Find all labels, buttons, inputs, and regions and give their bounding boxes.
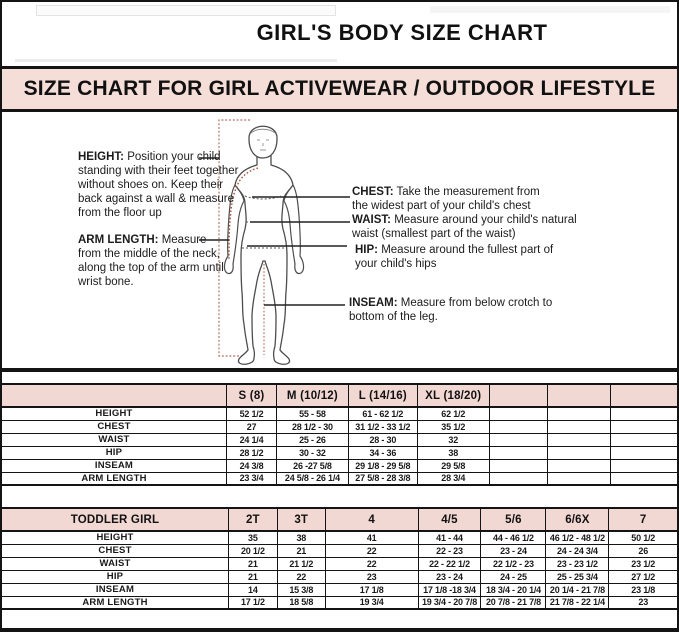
height-note bbox=[78, 150, 243, 220]
size-value: 23 - 24 bbox=[481, 544, 546, 557]
row-label: WAIST bbox=[1, 433, 226, 446]
size-value: 19 3/4 bbox=[325, 596, 418, 609]
size-value: 38 bbox=[277, 531, 325, 544]
size-value: 55 - 58 bbox=[277, 407, 349, 420]
size-value bbox=[489, 407, 548, 420]
row-label: WAIST bbox=[1, 557, 228, 570]
size-value: 21 bbox=[228, 557, 277, 570]
hip-note-text: Measure around the fullest part of your child's hips bbox=[355, 244, 554, 270]
row-label: INSEAM bbox=[1, 459, 226, 472]
size-value: 35 bbox=[228, 531, 277, 544]
size-value: 25 - 25 3/4 bbox=[546, 570, 609, 583]
page-title: GIRL'S BODY SIZE CHART bbox=[256, 20, 548, 45]
column-header: M (10/12) bbox=[277, 384, 349, 407]
column-header bbox=[1, 384, 226, 407]
size-value: 24 3/8 bbox=[226, 459, 276, 472]
measurement-diagram bbox=[0, 112, 679, 368]
row-label: HEIGHT bbox=[1, 407, 226, 420]
size-value: 26 -27 5/8 bbox=[277, 459, 349, 472]
size-value: 18 5/8 bbox=[277, 596, 325, 609]
size-value: 18 3/4 - 20 1/4 bbox=[481, 583, 546, 596]
size-value: 17 1/8 -18 3/4 bbox=[418, 583, 481, 596]
table-row bbox=[1, 596, 678, 609]
size-value: 28 3/4 bbox=[417, 472, 489, 485]
row-label: HEIGHT bbox=[1, 531, 228, 544]
arm-length-note-label: ARM LENGTH: bbox=[78, 234, 159, 246]
toddler-girl-size-table bbox=[0, 507, 679, 610]
column-header bbox=[548, 384, 610, 407]
size-value bbox=[489, 446, 548, 459]
size-value bbox=[610, 420, 678, 433]
size-value bbox=[610, 459, 678, 472]
column-header: S (8) bbox=[226, 384, 276, 407]
size-value: 23 1/8 bbox=[609, 583, 678, 596]
size-value: 24 - 25 bbox=[481, 570, 546, 583]
size-value: 25 - 26 bbox=[277, 433, 349, 446]
row-label: HIP bbox=[1, 446, 226, 459]
size-value bbox=[610, 407, 678, 420]
size-value bbox=[548, 433, 610, 446]
row-label: ARM LENGTH bbox=[1, 596, 228, 609]
size-value: 23 bbox=[325, 570, 418, 583]
column-header: 4 bbox=[325, 508, 418, 531]
arm-length-note bbox=[78, 233, 232, 289]
size-value: 27 bbox=[226, 420, 276, 433]
size-value: 17 1/2 bbox=[228, 596, 277, 609]
size-value: 17 1/8 bbox=[325, 583, 418, 596]
table-row bbox=[1, 570, 678, 583]
size-value: 41 bbox=[325, 531, 418, 544]
inseam-note-text: Measure from below crotch to bottom of the leg. bbox=[349, 297, 553, 323]
waist-note-text: Measure around your child's natural waist (smallest part of the waist) bbox=[352, 214, 577, 240]
banner bbox=[0, 66, 679, 112]
size-value: 15 3/8 bbox=[277, 583, 325, 596]
table-row bbox=[1, 531, 678, 544]
size-value: 22 bbox=[277, 570, 325, 583]
table-row bbox=[1, 407, 678, 420]
hip-note-label: HIP: bbox=[355, 244, 378, 256]
column-header: 5/6 bbox=[481, 508, 546, 531]
column-header: 6/6X bbox=[546, 508, 609, 531]
size-value: 21 bbox=[277, 544, 325, 557]
size-value: 41 - 44 bbox=[418, 531, 481, 544]
table-row bbox=[1, 446, 678, 459]
size-value: 20 1/2 bbox=[228, 544, 277, 557]
size-value: 44 - 46 1/2 bbox=[481, 531, 546, 544]
size-value: 21 7/8 - 22 1/4 bbox=[546, 596, 609, 609]
size-value bbox=[548, 446, 610, 459]
size-value: 31 1/2 - 33 1/2 bbox=[348, 420, 417, 433]
size-value: 21 bbox=[228, 570, 277, 583]
size-value: 50 1/2 bbox=[609, 531, 678, 544]
column-header: TODDLER GIRL bbox=[1, 508, 228, 531]
size-value: 38 bbox=[417, 446, 489, 459]
column-header: 3T bbox=[277, 508, 325, 531]
size-value: 24 1/4 bbox=[226, 433, 276, 446]
size-value: 23 - 23 1/2 bbox=[546, 557, 609, 570]
size-value bbox=[610, 446, 678, 459]
size-value: 28 1/2 bbox=[226, 446, 276, 459]
size-value: 46 1/2 - 48 1/2 bbox=[546, 531, 609, 544]
size-value: 26 bbox=[609, 544, 678, 557]
chest-note-text: Take the measurement from the widest part of your child's chest bbox=[352, 186, 540, 212]
size-value: 24 - 24 3/4 bbox=[546, 544, 609, 557]
chest-note-label: CHEST: bbox=[352, 186, 394, 198]
size-value: 23 bbox=[609, 596, 678, 609]
size-value bbox=[489, 420, 548, 433]
size-value: 27 5/8 - 28 3/8 bbox=[348, 472, 417, 485]
size-value bbox=[548, 420, 610, 433]
row-label: ARM LENGTH bbox=[1, 472, 226, 485]
size-value: 61 - 62 1/2 bbox=[348, 407, 417, 420]
size-value: 30 - 32 bbox=[277, 446, 349, 459]
table-row bbox=[1, 544, 678, 557]
row-label: CHEST bbox=[1, 544, 228, 557]
size-value: 20 1/4 - 21 7/8 bbox=[546, 583, 609, 596]
size-value: 22 bbox=[325, 557, 418, 570]
size-value bbox=[489, 433, 548, 446]
height-note-text: Position your child standing with their feet together without shoes on. Keep their back against a wall & measure from the floor up bbox=[78, 151, 239, 219]
size-value: 24 5/8 - 26 1/4 bbox=[277, 472, 349, 485]
size-value: 22 - 23 bbox=[418, 544, 481, 557]
size-value: 28 1/2 - 30 bbox=[277, 420, 349, 433]
size-value: 34 - 36 bbox=[348, 446, 417, 459]
column-header: 2T bbox=[228, 508, 277, 531]
column-header bbox=[489, 384, 548, 407]
table-row bbox=[1, 472, 678, 485]
size-value: 28 - 30 bbox=[348, 433, 417, 446]
size-value bbox=[489, 472, 548, 485]
table-row bbox=[1, 433, 678, 446]
row-label: CHEST bbox=[1, 420, 226, 433]
column-header: XL (18/20) bbox=[417, 384, 489, 407]
column-header: 4/5 bbox=[418, 508, 481, 531]
banner-title: SIZE CHART FOR GIRL ACTIVEWEAR / OUTDOOR LIFESTYLE bbox=[23, 77, 656, 100]
table-row bbox=[1, 459, 678, 472]
size-value bbox=[489, 459, 548, 472]
arm-length-note-text: Measure from the middle of the neck, along the top of the arm until wrist bone. bbox=[78, 234, 224, 288]
size-value: 29 5/8 bbox=[417, 459, 489, 472]
girl-size-table bbox=[0, 383, 679, 486]
table-row bbox=[1, 420, 678, 433]
row-label: INSEAM bbox=[1, 583, 228, 596]
size-value: 62 1/2 bbox=[417, 407, 489, 420]
size-value bbox=[610, 433, 678, 446]
waist-note bbox=[352, 213, 584, 241]
size-value: 23 3/4 bbox=[226, 472, 276, 485]
column-header: L (14/16) bbox=[348, 384, 417, 407]
hip-note bbox=[355, 243, 565, 271]
table-row bbox=[1, 583, 678, 596]
column-header bbox=[610, 384, 678, 407]
size-value: 27 1/2 bbox=[609, 570, 678, 583]
size-value: 22 1/2 - 23 bbox=[481, 557, 546, 570]
size-value bbox=[610, 472, 678, 485]
size-value: 32 bbox=[417, 433, 489, 446]
size-value: 22 bbox=[325, 544, 418, 557]
size-value: 19 3/4 - 20 7/8 bbox=[418, 596, 481, 609]
size-value bbox=[548, 407, 610, 420]
chest-note bbox=[352, 185, 552, 213]
inseam-note bbox=[349, 296, 581, 324]
size-value bbox=[548, 472, 610, 485]
size-value: 35 1/2 bbox=[417, 420, 489, 433]
height-note-label: HEIGHT: bbox=[78, 151, 124, 163]
size-value bbox=[548, 459, 610, 472]
row-label: HIP bbox=[1, 570, 228, 583]
size-value: 23 - 24 bbox=[418, 570, 481, 583]
size-value: 20 7/8 - 21 7/8 bbox=[481, 596, 546, 609]
size-value: 21 1/2 bbox=[277, 557, 325, 570]
size-value: 23 1/2 bbox=[609, 557, 678, 570]
size-value: 14 bbox=[228, 583, 277, 596]
table-row bbox=[1, 557, 678, 570]
waist-note-label: WAIST: bbox=[352, 214, 391, 226]
size-value: 22 - 22 1/2 bbox=[418, 557, 481, 570]
column-header: 7 bbox=[609, 508, 678, 531]
inseam-note-label: INSEAM: bbox=[349, 297, 398, 309]
size-value: 52 1/2 bbox=[226, 407, 276, 420]
section-divider bbox=[0, 368, 679, 372]
size-value: 29 1/8 - 29 5/8 bbox=[348, 459, 417, 472]
title-bar bbox=[0, 0, 679, 66]
